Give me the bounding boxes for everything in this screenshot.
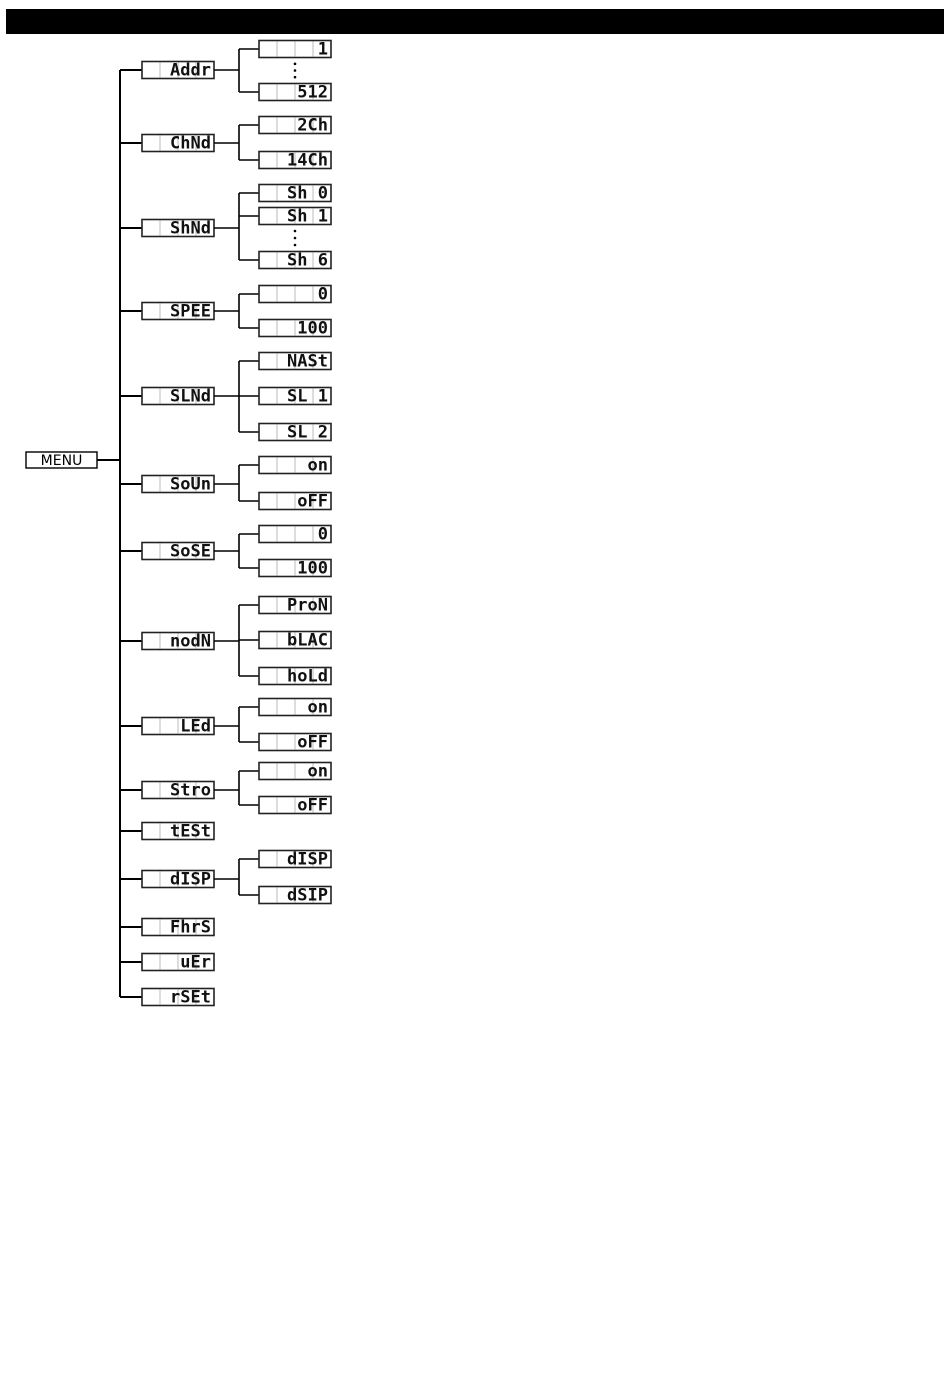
menu-root-label: MENU [40,453,83,469]
menu-item-chnd-option-0 [259,116,331,136]
menu-item-soun [142,475,214,495]
menu-item-addr-option-1-label: 512 [297,82,328,103]
menu-item-led-option-0-label: on [307,697,328,718]
menu-item-soun-option-1 [259,492,331,512]
menu-item-slnd-option-2-label: SL 2 [287,422,328,443]
menu-item-slnd-option-1-label: SL 1 [287,386,328,407]
menu-item-spee-option-1-label: 100 [297,318,328,339]
menu-item-addr-option-0-label: 1 [317,39,328,60]
menu-item-soun-option-0-label: on [307,455,328,476]
menu-item-sose-option-0-label: 0 [317,524,328,545]
menu-item-sose-option-1-label: 100 [297,558,328,579]
menu-item-test [142,822,214,842]
menu-item-chnd-option-0-label: 2Ch [297,115,328,136]
menu-item-addr-option-1 [259,83,331,103]
menu-item-chnd-option-1-label: 14Ch [287,150,328,171]
menu-item-led-option-1 [259,733,331,753]
menu-item-shnd-option-2-label: Sh 6 [287,250,328,271]
menu-item-slnd-option-2 [259,423,331,443]
menu-item-nodn-option-1 [259,631,331,651]
menu-item-chnd-label: ChNd [170,133,211,154]
menu-item-slnd-option-0-label: NASt [287,351,328,372]
menu-item-stro-option-0-label: on [307,761,328,782]
menu-item-stro-option-1 [259,796,331,816]
menu-item-shnd-option-2 [259,251,331,271]
menu-item-nodn-option-0-label: ProN [287,595,328,616]
menu-item-disp-option-0-label: dISP [287,849,328,870]
menu-item-spee-option-0-label: 0 [317,284,328,305]
menu-item-slnd-option-0 [259,352,331,372]
menu-item-slnd-label: SLNd [170,386,211,407]
menu-item-led-label: LEd [180,716,211,737]
menu-item-uer [142,953,214,973]
menu-item-fhrs [142,918,214,938]
menu-item-addr-label: Addr [170,60,211,81]
menu-item-disp-option-1 [259,886,331,906]
menu-item-spee-label: SPEE [170,301,211,322]
menu-item-sose [142,542,214,562]
menu-item-uer-label: uEr [180,952,211,973]
menu-item-nodn-option-0 [259,596,331,616]
menu-item-shnd-option-0-label: Sh 0 [287,183,328,204]
menu-item-addr [142,61,214,81]
menu-item-sose-option-0 [259,525,331,545]
menu-item-sose-label: SoSE [170,541,211,562]
menu-item-disp-label: dISP [170,869,211,890]
menu-item-soun-label: SoUn [170,474,211,495]
menu-item-sose-option-1 [259,559,331,579]
menu-item-nodn-option-2 [259,667,331,687]
menu-item-addr-ellipsis-dot [294,69,297,72]
menu-item-nodn-option-1-label: bLAC [287,630,328,651]
menu-item-shnd-option-1-label: Sh 1 [287,206,328,227]
menu-item-stro-label: Stro [170,780,211,801]
menu-item-spee [142,302,214,322]
menu-item-led [142,717,214,737]
menu-item-shnd-label: ShNd [170,218,211,239]
menu-item-disp [142,870,214,890]
menu-item-slnd [142,387,214,407]
menu-item-addr-option-0 [259,40,331,60]
menu-item-disp-option-1-label: dSIP [287,885,328,906]
menu-item-chnd-option-1 [259,151,331,171]
menu-item-led-option-0 [259,698,331,718]
menu-item-fhrs-label: FhrS [170,917,211,938]
menu-item-spee-option-0 [259,285,331,305]
menu-item-disp-option-0 [259,850,331,870]
menu-item-spee-option-1 [259,319,331,339]
menu-item-addr-ellipsis-dot [294,76,297,79]
menu-item-shnd-ellipsis-dot [294,230,297,233]
menu-item-stro [142,781,214,801]
menu-item-stro-option-0 [259,762,331,782]
menu-item-shnd-ellipsis-dot [294,244,297,247]
menu-item-nodn-option-2-label: hoLd [287,666,328,687]
menu-item-soun-option-1-label: oFF [297,491,328,512]
menu-item-shnd-option-0 [259,184,331,204]
menu-item-slnd-option-1 [259,387,331,407]
menu-item-led-option-1-label: oFF [297,732,328,753]
menu-item-rset-label: rSEt [170,987,211,1008]
menu-root-node [26,452,97,469]
menu-item-shnd [142,219,214,239]
menu-item-test-label: tESt [170,821,211,842]
menu-item-nodn [142,632,214,652]
menu-item-soun-option-0 [259,456,331,476]
menu-item-chnd [142,134,214,154]
menu-item-rset [142,988,214,1008]
menu-item-stro-option-1-label: oFF [297,795,328,816]
menu-item-nodn-label: nodN [170,631,211,652]
menu-item-shnd-ellipsis-dot [294,237,297,240]
menu-item-shnd-option-1 [259,207,331,227]
menu-item-addr-ellipsis-dot [294,63,297,66]
